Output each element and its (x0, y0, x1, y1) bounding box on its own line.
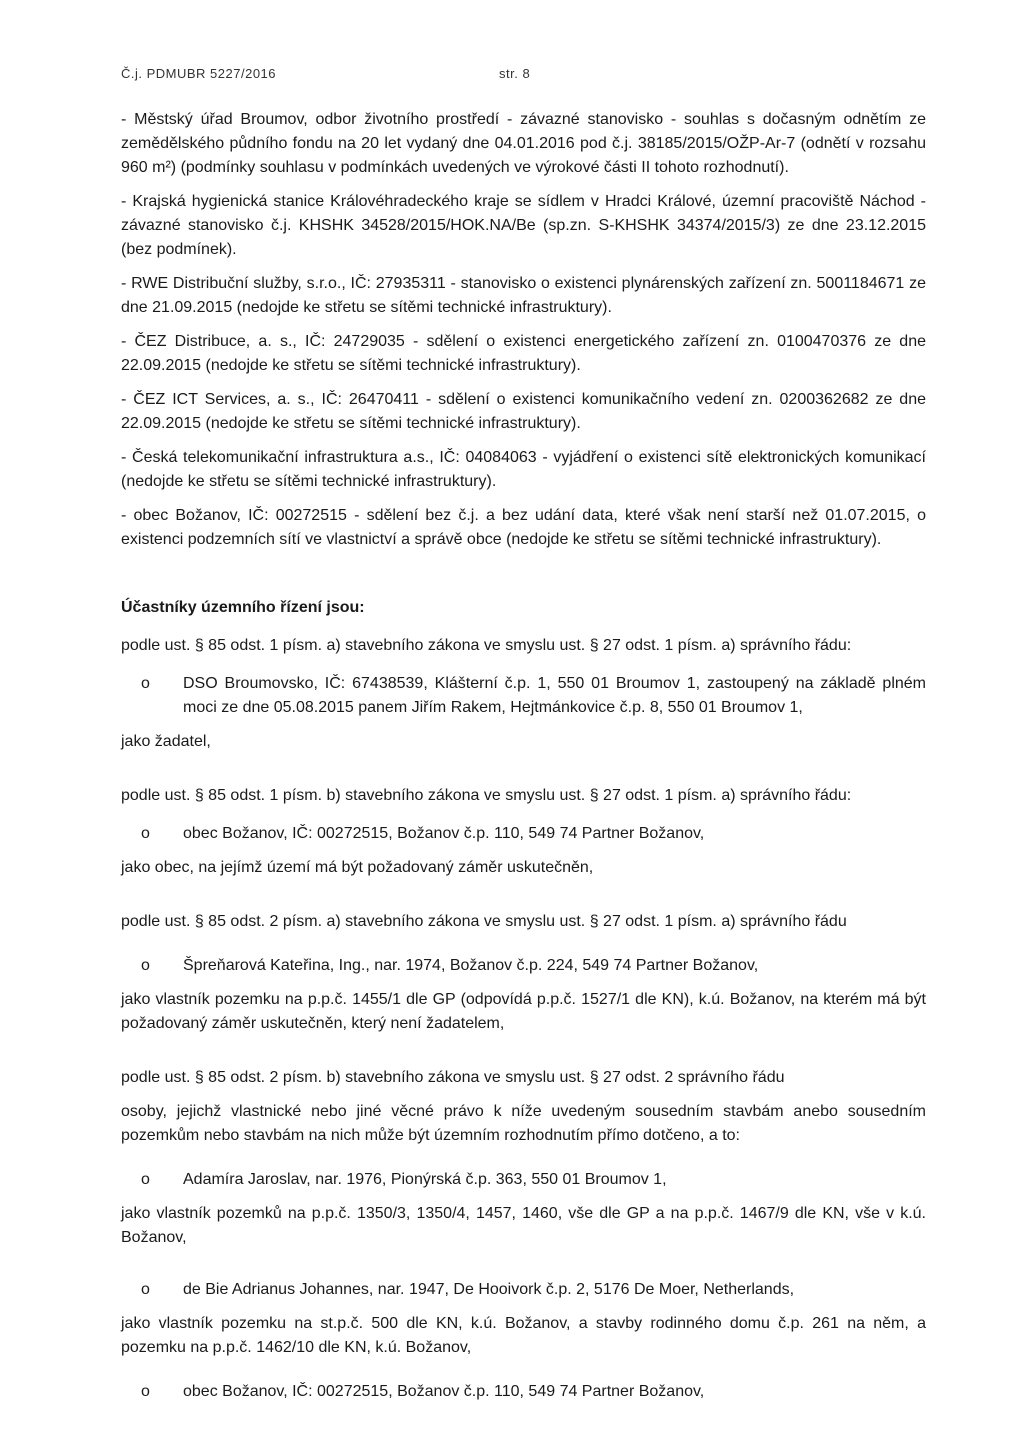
statement-item: - Městský úřad Broumov, odbor životního prostředí - závazné stanovisko - souhlas s dočasným odnětím ze zemědělského půdního fondu na 20 let vydaný dne 04.01.2016 pod č.j. 38185/2015/OŽP-Ar-7 (odnětí v rozsahu 960 m²) (podmínky souhlasu v podmínkách uvedených ve výrokové části II tohoto rozhodnutí). (121, 111, 926, 176)
statement-item: - obec Božanov, IČ: 00272515 - sdělení bez č.j. a bez udání data, které však není starší než 01.07.2015, o existenci podzemních sítí ve vlastnictví a správě obce (nedojde ke střetu se sítěmi technické infrastruktury). (121, 507, 926, 548)
statement-item: - Krajská hygienická stanice Královéhradeckého kraje se sídlem v Hradci Králové, územní pracoviště Náchod - závazné stanovisko č.j. KHSHK 34528/2015/HOK.NA/Be (sp.zn. S-KHSHK 34374/2015/3) ze dne 23.12.2015 (bez podmínek). (121, 193, 926, 258)
legal-basis: podle ust. § 85 odst. 1 písm. b) stavebního zákona ve smyslu ust. § 27 odst. 1 písm. a) správního řádu: (121, 787, 852, 804)
participant-text: Adamíra Jaroslav, nar. 1976, Pionýrská č.p. 363, 550 01 Broumov 1, (183, 1171, 667, 1188)
page-header (121, 66, 530, 81)
participant-role: jako vlastník pozemků na p.p.č. 1350/3, 1350/4, 1457, 1460, vše dle GP a na p.p.č. 1467/9 dle KN, vše v k.ú. Božanov, (121, 1205, 926, 1246)
participant-text: DSO Broumovsko, IČ: 67438539, Klášterní č.p. 1, 550 01 Broumov 1, zastoupený na základě plném moci ze dne 05.08.2015 panem Jiřím Rakem, Hejtmánkovice č.p. 8, 550 01 Broumov 1, (183, 675, 926, 716)
statement-item: - Česká telekomunikační infrastruktura a.s., IČ: 04084063 - vyjádření o existenci sítě elektronických komunikací (nedojde ke střetu se sítěmi technické infrastruktury). (121, 449, 926, 490)
participant-item (121, 954, 926, 978)
participant-role: jako vlastník pozemku na p.p.č. 1455/1 dle GP (odpovídá p.p.č. 1527/1 dle KN), k.ú. Božanov, na kterém má být požadovaný záměr uskutečněn, který není žadatelem, (121, 991, 926, 1032)
bullet-marker: o (141, 1281, 150, 1298)
statement-item: - RWE Distribuční služby, s.r.o., IČ: 27935311 - stanovisko o existenci plynárenských zařízení zn. 5001184671 ze dne 21.09.2015 (nedojde ke střetu se sítěmi technické infrastruktury). (121, 275, 926, 316)
bullet-marker: o (141, 1171, 150, 1188)
participant-item (121, 672, 926, 720)
statement-item: - ČEZ ICT Services, a. s., IČ: 26470411 - sdělení o existenci komunikačního vedení zn. 0200362682 ze dne 22.09.2015 (nedojde ke střetu se sítěmi technické infrastruktury). (121, 391, 926, 432)
section-title: Účastníky územního řízení jsou: (121, 599, 365, 616)
statement-item: - ČEZ Distribuce, a. s., IČ: 24729035 - sdělení o existenci energetického zařízení zn. 0100470376 ze dne 22.09.2015 (nedojde ke střetu se sítěmi technické infrastruktury). (121, 333, 926, 374)
participant-text: obec Božanov, IČ: 00272515, Božanov č.p. 110, 549 74 Partner Božanov, (183, 1383, 705, 1400)
participant-role: jako vlastník pozemku na st.p.č. 500 dle KN, k.ú. Božanov, a stavby rodinného domu č.p. 261 na něm, a pozemku na p.p.č. 1462/10 dle KN, k.ú. Božanov, (121, 1315, 926, 1356)
participant-item (121, 1278, 926, 1302)
bullet-marker: o (141, 675, 150, 692)
participant-text: Špreňarová Kateřina, Ing., nar. 1974, Božanov č.p. 224, 549 74 Partner Božanov, (183, 957, 759, 974)
participant-item (121, 1168, 926, 1192)
participant-item (121, 1380, 926, 1404)
legal-basis: podle ust. § 85 odst. 2 písm. a) stavebního zákona ve smyslu ust. § 27 odst. 1 písm. a) správního řádu (121, 913, 847, 930)
legal-basis: podle ust. § 85 odst. 2 písm. b) stavebního zákona ve smyslu ust. § 27 odst. 2 správního řádu (121, 1069, 785, 1086)
bullet-marker: o (141, 957, 150, 974)
participant-item (121, 822, 926, 846)
legal-basis: podle ust. § 85 odst. 1 písm. a) stavebního zákona ve smyslu ust. § 27 odst. 1 písm. a) správního řádu: (121, 637, 852, 654)
participant-role: jako žadatel, (121, 733, 211, 750)
page-number: str. 8 (499, 66, 531, 81)
document-body (121, 108, 926, 1404)
bullet-marker: o (141, 825, 150, 842)
reference-number: Č.j. PDMUBR 5227/2016 (121, 66, 277, 81)
participant-role: jako obec, na jejímž území má být požadovaný záměr uskutečněn, (121, 859, 594, 876)
legal-intro: osoby, jejichž vlastnické nebo jiné věcné právo k níže uvedeným sousedním stavbám anebo sousedním pozemkům nebo stavbám na nich může být územním rozhodnutím přímo dotčeno, a to: (121, 1103, 926, 1144)
participant-text: obec Božanov, IČ: 00272515, Božanov č.p. 110, 549 74 Partner Božanov, (183, 825, 705, 842)
participant-text: de Bie Adrianus Johannes, nar. 1947, De Hooivork č.p. 2, 5176 De Moer, Netherlands, (183, 1281, 795, 1298)
bullet-marker: o (141, 1383, 150, 1400)
